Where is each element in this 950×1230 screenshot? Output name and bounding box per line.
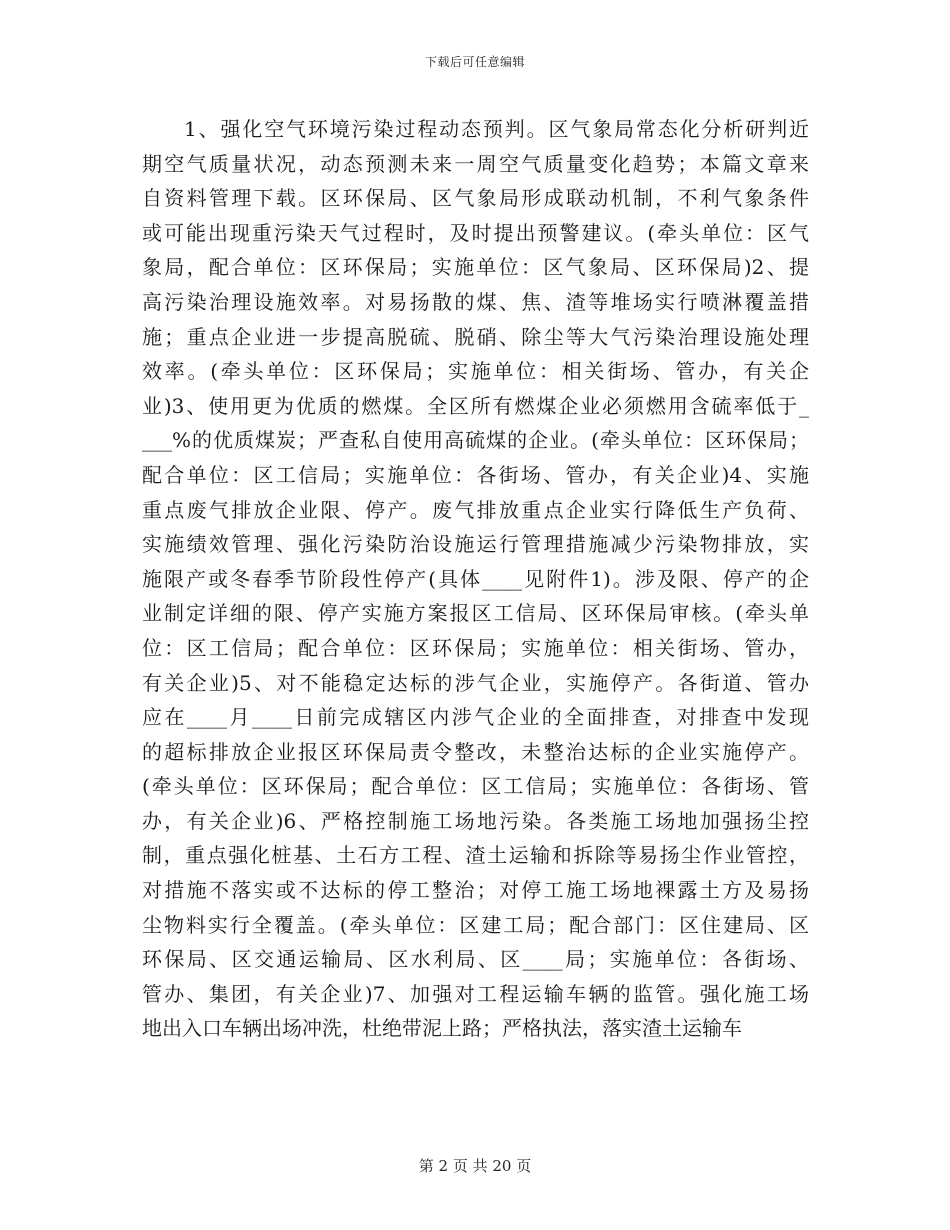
- text-line: 应在____月____日前完成辖区内涉气企业的全面排查，对排查中发现: [142, 705, 809, 730]
- text-line: 象局，配合单位：区环保局；实施单位：区气象局、区环保局)2、提: [142, 255, 809, 280]
- text-line: 环保局、区交通运输局、区水利局、区____局；实施单位：各街场、: [142, 947, 809, 972]
- text-line: 尘物料实行全覆盖。(牵头单位：区建工局；配合部门：区住建局、区: [142, 912, 809, 937]
- text-line: 业制定详细的限、停产实施方案报区工信局、区环保局审核。(牵头单: [142, 601, 809, 626]
- text-line: 自资料管理下载。区环保局、区气象局形成联动机制，不利气象条件: [142, 186, 809, 211]
- text-line: 重点废气排放企业限、停产。废气排放重点企业实行降低生产负荷、: [142, 497, 809, 522]
- text-line: 或可能出现重污染天气过程时，及时提出预警建议。(牵头单位：区气: [142, 220, 809, 245]
- text-line: 业)3、使用更为优质的燃煤。全区所有燃煤企业必须燃用含硫率低于_: [142, 393, 809, 418]
- text-line: 期空气质量状况，动态预测未来一周空气质量变化趋势；本篇文章来: [142, 151, 809, 176]
- document-body: [142, 112, 809, 1046]
- text-line: 有关企业)5、对不能稳定达标的涉气企业，实施停产。各街道、管办: [142, 670, 809, 695]
- text-line: 地出入口车辆出场冲洗，杜绝带泥上路；严格执法，落实渣土运输车: [142, 1016, 742, 1041]
- text-line: 1、强化空气环境污染过程动态预判。区气象局常态化分析研判近: [184, 117, 809, 141]
- page-number: 第 2 页 共 20 页: [418, 1157, 532, 1175]
- text-line: 配合单位：区工信局；实施单位：各街场、管办，有关企业)4、实施: [142, 462, 809, 487]
- text-line: 办，有关企业)6、严格控制施工场地污染。各类施工场地加强扬尘控: [142, 808, 809, 833]
- text-line: ___%的优质煤炭；严查私自使用高硫煤的企业。(牵头单位：区环保局；: [142, 428, 809, 453]
- text-line: (牵头单位：区环保局；配合单位：区工信局；实施单位：各街场、管: [142, 774, 809, 799]
- text-line: 高污染治理设施效率。对易扬散的煤、焦、渣等堆场实行喷淋覆盖措: [142, 289, 809, 314]
- page-header: 下载后可任意编辑: [424, 55, 525, 69]
- text-line: 位：区工信局；配合单位：区环保局；实施单位：相关街场、管办，: [142, 635, 809, 660]
- text-line: 施；重点企业进一步提高脱硫、脱硝、除尘等大气污染治理设施处理: [142, 324, 809, 349]
- text-line: 对措施不落实或不达标的停工整治；对停工施工场地裸露土方及易扬: [142, 878, 809, 903]
- text-line: 制，重点强化桩基、土石方工程、渣土运输和拆除等易扬尘作业管控，: [142, 843, 809, 868]
- text-line: 施限产或冬春季节阶段性停产(具体____见附件1)。涉及限、停产的企: [142, 566, 809, 591]
- text-line: 管办、集团，有关企业)7、加强对工程运输车辆的监管。强化施工场: [142, 981, 809, 1006]
- text-line: 效率。(牵头单位：区环保局；实施单位：相关街场、管办，有关企: [142, 359, 809, 384]
- text-line: 的超标排放企业报区环保局责令整改，未整治达标的企业实施停产。: [142, 739, 809, 764]
- text-line: 实施绩效管理、强化污染防治设施运行管理措施减少污染物排放，实: [142, 532, 809, 557]
